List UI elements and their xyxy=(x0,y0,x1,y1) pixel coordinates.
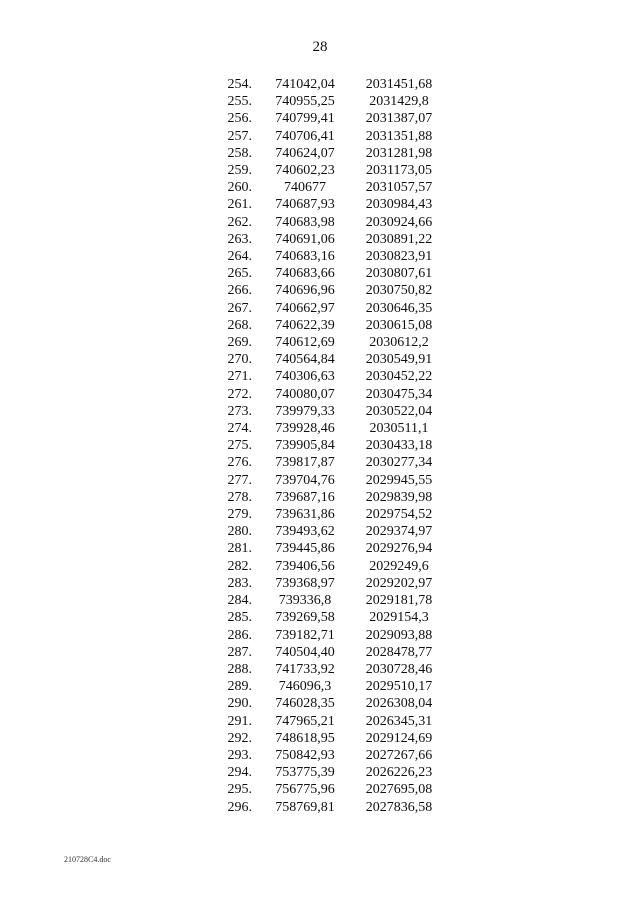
x-coordinate: 740687,93 xyxy=(275,197,335,213)
x-coordinate: 740564,84 xyxy=(275,352,335,368)
table-row xyxy=(200,506,452,523)
point-number: 270. xyxy=(227,352,252,368)
table-row xyxy=(200,575,452,592)
table-row xyxy=(200,162,452,179)
y-coordinate: 2029181,78 xyxy=(365,593,433,609)
x-coordinate: 740622,39 xyxy=(275,317,335,333)
table-row xyxy=(200,695,452,712)
table-row xyxy=(200,489,452,506)
table-row xyxy=(200,799,452,816)
y-coordinate: 2030615,08 xyxy=(365,317,433,333)
y-coordinate: 2026308,04 xyxy=(365,696,433,712)
x-coordinate: 740612,69 xyxy=(275,335,335,351)
y-coordinate: 2030475,34 xyxy=(365,386,433,402)
y-coordinate: 2031387,07 xyxy=(365,111,433,127)
y-coordinate: 2029249,6 xyxy=(369,558,429,574)
point-number: 272. xyxy=(227,386,252,402)
y-coordinate: 2030891,22 xyxy=(365,231,433,247)
y-coordinate: 2029093,88 xyxy=(365,627,433,643)
point-number: 281. xyxy=(227,541,252,557)
table-row xyxy=(200,420,452,437)
y-coordinate: 2029945,55 xyxy=(365,472,433,488)
x-coordinate: 740662,97 xyxy=(275,300,335,316)
table-row xyxy=(200,145,452,162)
point-number: 277. xyxy=(227,472,252,488)
table-row xyxy=(200,454,452,471)
point-number: 268. xyxy=(227,317,252,333)
table-row xyxy=(200,248,452,265)
x-coordinate: 740306,63 xyxy=(275,369,335,385)
table-row xyxy=(200,231,452,248)
table-row xyxy=(200,196,452,213)
point-number: 264. xyxy=(227,249,252,265)
table-row xyxy=(200,110,452,127)
table-row xyxy=(200,747,452,764)
x-coordinate: 758769,81 xyxy=(275,799,335,815)
x-coordinate: 739905,84 xyxy=(275,438,335,454)
table-row xyxy=(200,661,452,678)
x-coordinate: 756775,96 xyxy=(275,782,335,798)
table-row xyxy=(200,540,452,557)
x-coordinate: 740080,07 xyxy=(275,386,335,402)
x-coordinate: 740677 xyxy=(284,180,326,196)
point-number: 258. xyxy=(227,145,252,161)
x-coordinate: 739368,97 xyxy=(275,575,335,591)
point-number: 262. xyxy=(227,214,252,230)
x-coordinate: 740624,07 xyxy=(275,145,335,161)
x-coordinate: 753775,39 xyxy=(275,765,335,781)
table-row xyxy=(200,437,452,454)
y-coordinate: 2031173,05 xyxy=(366,163,432,179)
x-coordinate: 748618,95 xyxy=(275,730,335,746)
point-number: 279. xyxy=(227,507,252,523)
y-coordinate: 2031451,68 xyxy=(365,77,433,92)
x-coordinate: 740602,23 xyxy=(275,163,335,179)
point-number: 287. xyxy=(227,644,252,660)
point-number: 278. xyxy=(227,489,252,505)
table-row xyxy=(200,265,452,282)
point-number: 275. xyxy=(227,438,252,454)
x-coordinate: 750842,93 xyxy=(275,747,335,763)
point-number: 288. xyxy=(227,661,252,677)
coordinates-table xyxy=(200,76,452,816)
table-row xyxy=(200,403,452,420)
y-coordinate: 2030728,46 xyxy=(365,661,433,677)
point-number: 286. xyxy=(227,627,252,643)
point-number: 260. xyxy=(227,180,252,196)
point-number: 291. xyxy=(227,713,252,729)
x-coordinate: 739336,8 xyxy=(278,593,332,609)
y-coordinate: 2029202,97 xyxy=(365,575,433,591)
point-number: 261. xyxy=(227,197,252,213)
y-coordinate: 2030924,66 xyxy=(365,214,433,230)
table-row xyxy=(200,644,452,661)
point-number: 269. xyxy=(227,335,252,351)
x-coordinate: 740706,41 xyxy=(275,128,335,144)
table-row xyxy=(200,386,452,403)
table-row xyxy=(200,472,452,489)
table-row xyxy=(200,558,452,575)
table-row xyxy=(200,730,452,747)
x-coordinate: 747965,21 xyxy=(275,713,335,729)
x-coordinate: 740504,40 xyxy=(275,644,335,660)
y-coordinate: 2029754,52 xyxy=(365,507,433,523)
y-coordinate: 2030612,2 xyxy=(369,335,429,351)
y-coordinate: 2030646,35 xyxy=(365,300,433,316)
point-number: 292. xyxy=(227,730,252,746)
x-coordinate: 739445,86 xyxy=(275,541,335,557)
y-coordinate: 2031057,57 xyxy=(365,180,433,196)
x-coordinate: 740683,16 xyxy=(275,249,335,265)
y-coordinate: 2030549,91 xyxy=(365,352,433,368)
y-coordinate: 2029154,3 xyxy=(369,610,429,626)
point-number: 256. xyxy=(227,111,252,127)
x-coordinate: 740696,96 xyxy=(275,283,335,299)
table-row xyxy=(200,334,452,351)
table-row xyxy=(200,128,452,145)
point-number: 257. xyxy=(227,128,252,144)
point-number: 283. xyxy=(227,575,252,591)
x-coordinate: 739406,56 xyxy=(275,558,335,574)
point-number: 295. xyxy=(227,782,252,798)
x-coordinate: 739979,33 xyxy=(275,403,335,419)
page-number: 28 xyxy=(312,39,328,55)
x-coordinate: 740683,66 xyxy=(275,266,335,282)
point-number: 296. xyxy=(227,799,252,815)
x-coordinate: 740691,06 xyxy=(275,231,335,247)
x-coordinate: 739704,76 xyxy=(275,472,335,488)
y-coordinate: 2031281,98 xyxy=(365,145,433,161)
y-coordinate: 2029276,94 xyxy=(365,541,433,557)
point-number: 265. xyxy=(227,266,252,282)
x-coordinate: 746096,3 xyxy=(278,679,332,695)
point-number: 290. xyxy=(227,696,252,712)
point-number: 294. xyxy=(227,765,252,781)
y-coordinate: 2030452,22 xyxy=(365,369,433,385)
y-coordinate: 2030433,18 xyxy=(365,438,433,454)
table-row xyxy=(200,764,452,781)
table-row xyxy=(200,627,452,644)
point-number: 273. xyxy=(227,403,252,419)
y-coordinate: 2030807,61 xyxy=(365,266,433,282)
y-coordinate: 2028478,77 xyxy=(365,644,433,660)
table-row xyxy=(200,300,452,317)
x-coordinate: 739928,46 xyxy=(275,421,335,437)
table-row xyxy=(200,214,452,231)
table-row xyxy=(200,523,452,540)
x-coordinate: 739631,86 xyxy=(275,507,335,523)
table-row xyxy=(200,678,452,695)
x-coordinate: 739817,87 xyxy=(275,455,335,471)
table-row xyxy=(200,179,452,196)
point-number: 274. xyxy=(227,421,252,437)
table-row xyxy=(200,368,452,385)
point-number: 284. xyxy=(227,593,252,609)
point-number: 254. xyxy=(227,77,252,92)
point-number: 263. xyxy=(227,231,252,247)
y-coordinate: 2031351,88 xyxy=(365,128,433,144)
table-row xyxy=(200,351,452,368)
x-coordinate: 741042,04 xyxy=(275,77,335,92)
x-coordinate: 746028,35 xyxy=(275,696,335,712)
y-coordinate: 2030511,1 xyxy=(369,421,429,437)
table-row xyxy=(200,317,452,334)
x-coordinate: 741733,92 xyxy=(275,661,335,677)
y-coordinate: 2030750,82 xyxy=(365,283,433,299)
point-number: 282. xyxy=(227,558,252,574)
y-coordinate: 2030984,43 xyxy=(365,197,433,213)
x-coordinate: 740955,25 xyxy=(275,94,335,110)
y-coordinate: 2027836,58 xyxy=(365,799,433,815)
y-coordinate: 2029124,69 xyxy=(365,730,433,746)
x-coordinate: 740683,98 xyxy=(275,214,335,230)
x-coordinate: 739182,71 xyxy=(275,627,335,643)
point-number: 289. xyxy=(227,679,252,695)
table-row xyxy=(200,781,452,798)
table-row xyxy=(200,76,452,93)
table-row xyxy=(200,609,452,626)
y-coordinate: 2027695,08 xyxy=(365,782,433,798)
point-number: 266. xyxy=(227,283,252,299)
point-number: 271. xyxy=(227,369,252,385)
point-number: 255. xyxy=(227,94,252,110)
x-coordinate: 740799,41 xyxy=(275,111,335,127)
point-number: 285. xyxy=(227,610,252,626)
point-number: 276. xyxy=(227,455,252,471)
coordinates-table-body xyxy=(200,76,452,816)
table-row xyxy=(200,592,452,609)
y-coordinate: 2029374,97 xyxy=(365,524,433,540)
document-filename: 210728C4.doc xyxy=(64,855,111,864)
y-coordinate: 2030277,34 xyxy=(365,455,433,471)
point-number: 293. xyxy=(227,747,252,763)
y-coordinate: 2031429,8 xyxy=(369,94,429,110)
table-row xyxy=(200,93,452,110)
x-coordinate: 739269,58 xyxy=(275,610,335,626)
point-number: 280. xyxy=(227,524,252,540)
table-row xyxy=(200,282,452,299)
point-number: 267. xyxy=(227,300,252,316)
point-number: 259. xyxy=(227,163,252,179)
y-coordinate: 2029839,98 xyxy=(365,489,433,505)
x-coordinate: 739493,62 xyxy=(275,524,335,540)
y-coordinate: 2027267,66 xyxy=(365,747,433,763)
y-coordinate: 2026226,23 xyxy=(365,765,433,781)
y-coordinate: 2026345,31 xyxy=(365,713,433,729)
table-row xyxy=(200,713,452,730)
y-coordinate: 2030823,91 xyxy=(365,249,433,265)
y-coordinate: 2030522,04 xyxy=(365,403,433,419)
x-coordinate: 739687,16 xyxy=(275,489,335,505)
y-coordinate: 2029510,17 xyxy=(365,679,433,695)
